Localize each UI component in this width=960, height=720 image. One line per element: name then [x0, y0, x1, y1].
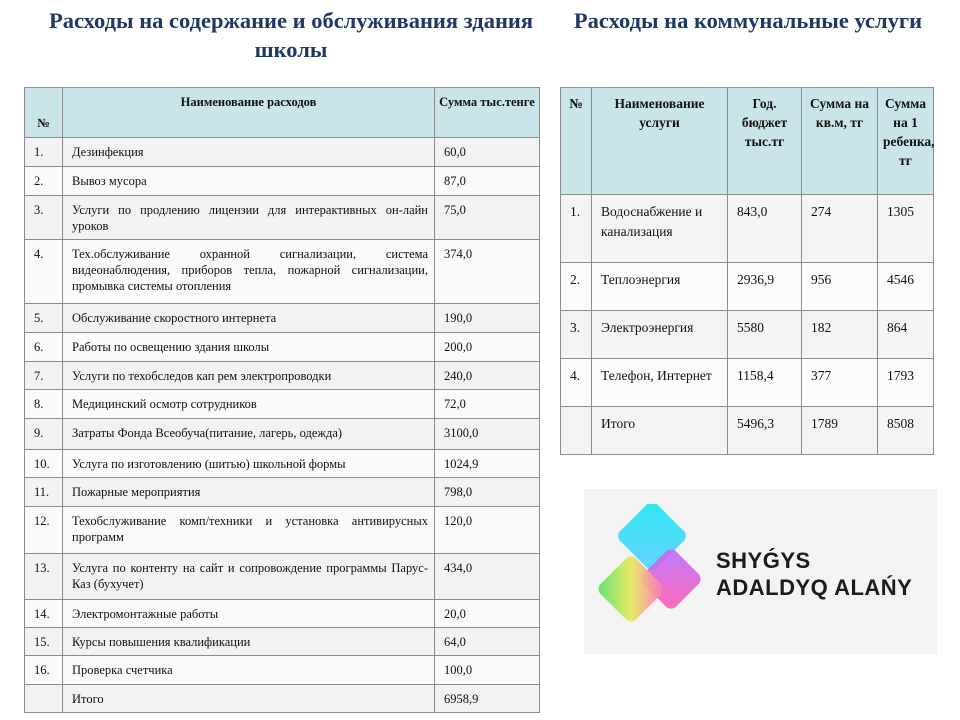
cost-name: Итого — [63, 685, 435, 713]
cost-name: Тех.обслуживание охранной сигнализации, система видеонаблюдения, приборов тепла, пожарной сигнализации, промывка системы отопления — [63, 240, 435, 304]
utility-row — [561, 263, 934, 311]
utility-per-child: 1305 — [878, 195, 934, 263]
utility-budget: 2936,9 — [728, 263, 802, 311]
utility-num: 2. — [561, 263, 592, 311]
util-header-num: № — [561, 88, 592, 195]
utility-per-sqm: 182 — [802, 311, 878, 359]
cost-row — [25, 138, 540, 167]
utility-per-child: 864 — [878, 311, 934, 359]
cost-row — [25, 419, 540, 450]
cost-num: 9. — [25, 419, 63, 450]
cost-sum: 72,0 — [435, 390, 540, 419]
cost-row — [25, 333, 540, 362]
cost-name: Дезинфекция — [63, 138, 435, 167]
cost-row — [25, 685, 540, 713]
cost-name: Проверка счетчика — [63, 656, 435, 685]
cost-name: Услуга по изготовлению (шитью) школьной формы — [63, 450, 435, 478]
header-num: № — [25, 88, 63, 138]
utility-budget: 843,0 — [728, 195, 802, 263]
util-header-per-child: Сумма на 1 ребенка, тг — [878, 88, 934, 195]
cost-num: 7. — [25, 362, 63, 390]
cost-name: Электромонтажные работы — [63, 600, 435, 628]
cost-row — [25, 196, 540, 240]
cost-name: Обслуживание скоростного интернета — [63, 304, 435, 333]
logo-line-1: SHYǴYS — [716, 548, 811, 573]
utility-row — [561, 195, 934, 263]
cost-sum: 190,0 — [435, 304, 540, 333]
utility-budget: 5580 — [728, 311, 802, 359]
cost-sum: 64,0 — [435, 628, 540, 656]
utility-name: Водоснабжение и канализация — [592, 195, 728, 263]
cost-row — [25, 656, 540, 685]
cost-name: Вывоз мусора — [63, 167, 435, 196]
cost-num: 13. — [25, 554, 63, 600]
cost-sum: 6958,9 — [435, 685, 540, 713]
utility-per-sqm: 956 — [802, 263, 878, 311]
cost-sum: 374,0 — [435, 240, 540, 304]
utilities-table — [560, 87, 934, 455]
cost-sum: 200,0 — [435, 333, 540, 362]
cost-sum: 1024,9 — [435, 450, 540, 478]
cost-num — [25, 685, 63, 713]
util-header-name: Наименование услуги — [592, 88, 728, 195]
cost-name: Курсы повышения квалификации — [63, 628, 435, 656]
utility-name: Электроэнергия — [592, 311, 728, 359]
utility-per-sqm: 377 — [802, 359, 878, 407]
logo-line-2: ADALDYQ ALAŃY — [716, 575, 913, 600]
cost-row — [25, 554, 540, 600]
cost-name: Затраты Фонда Всеобуча(питание, лагерь, одежда) — [63, 419, 435, 450]
cost-row — [25, 450, 540, 478]
cost-sum: 240,0 — [435, 362, 540, 390]
cost-row — [25, 478, 540, 507]
cost-name: Пожарные мероприятия — [63, 478, 435, 507]
utility-budget: 5496,3 — [728, 407, 802, 455]
utility-per-child: 1793 — [878, 359, 934, 407]
cost-name: Услуги по техобследов кап рем электропроводки — [63, 362, 435, 390]
costs-table — [24, 87, 540, 713]
cost-sum: 60,0 — [435, 138, 540, 167]
utility-per-sqm: 274 — [802, 195, 878, 263]
utility-per-sqm: 1789 — [802, 407, 878, 455]
cost-sum: 100,0 — [435, 656, 540, 685]
utility-name: Итого — [592, 407, 728, 455]
cost-num: 5. — [25, 304, 63, 333]
utility-row — [561, 359, 934, 407]
util-header-per-sqm: Сумма на кв.м, тг — [802, 88, 878, 195]
utility-num: 3. — [561, 311, 592, 359]
cost-num: 1. — [25, 138, 63, 167]
utilities-body — [561, 195, 934, 455]
cost-sum: 75,0 — [435, 196, 540, 240]
cost-num: 14. — [25, 600, 63, 628]
cost-num: 16. — [25, 656, 63, 685]
cost-num: 10. — [25, 450, 63, 478]
utility-per-child: 4546 — [878, 263, 934, 311]
cost-row — [25, 507, 540, 554]
utilities-title: Расходы на коммунальные услуги — [573, 8, 923, 33]
costs-body — [25, 138, 540, 713]
utility-budget: 1158,4 — [728, 359, 802, 407]
costs-title: Расходы на содержание и обслуживания здания школы — [48, 8, 534, 62]
cost-name: Медицинский осмотр сотрудников — [63, 390, 435, 419]
header-name: Наименование расходов — [63, 88, 435, 138]
logo — [584, 489, 937, 654]
cost-num: 8. — [25, 390, 63, 419]
cost-sum: 87,0 — [435, 167, 540, 196]
cost-name: Техобслуживание комп/техники и установка антивирусных программ — [63, 507, 435, 554]
utility-num — [561, 407, 592, 455]
header-sum: Сумма тыс.тенге — [435, 88, 540, 138]
cost-num: 6. — [25, 333, 63, 362]
cost-name: Услуга по контенту на сайт и сопровождение программы Парус-Каз (бухучет) — [63, 554, 435, 600]
utility-name: Теплоэнергия — [592, 263, 728, 311]
cost-sum: 798,0 — [435, 478, 540, 507]
utility-num: 4. — [561, 359, 592, 407]
cost-row — [25, 600, 540, 628]
cost-sum: 120,0 — [435, 507, 540, 554]
cost-num: 11. — [25, 478, 63, 507]
cost-num: 2. — [25, 167, 63, 196]
cost-num: 12. — [25, 507, 63, 554]
cost-num: 15. — [25, 628, 63, 656]
cost-name: Услуги по продлению лицензии для интерактивных он-лайн уроков — [63, 196, 435, 240]
cost-row — [25, 304, 540, 333]
cost-row — [25, 362, 540, 390]
cost-row — [25, 628, 540, 656]
cost-row — [25, 390, 540, 419]
cost-num: 4. — [25, 240, 63, 304]
util-header-budget: Год. бюджет тыс.тг — [728, 88, 802, 195]
utility-row — [561, 311, 934, 359]
utility-name: Телефон, Интернет — [592, 359, 728, 407]
utility-per-child: 8508 — [878, 407, 934, 455]
utility-row — [561, 407, 934, 455]
logo-mark-icon — [596, 504, 708, 639]
cost-num: 3. — [25, 196, 63, 240]
cost-row — [25, 240, 540, 304]
utility-num: 1. — [561, 195, 592, 263]
cost-name: Работы по освещению здания школы — [63, 333, 435, 362]
cost-sum: 3100,0 — [435, 419, 540, 450]
cost-sum: 20,0 — [435, 600, 540, 628]
cost-sum: 434,0 — [435, 554, 540, 600]
cost-row — [25, 167, 540, 196]
